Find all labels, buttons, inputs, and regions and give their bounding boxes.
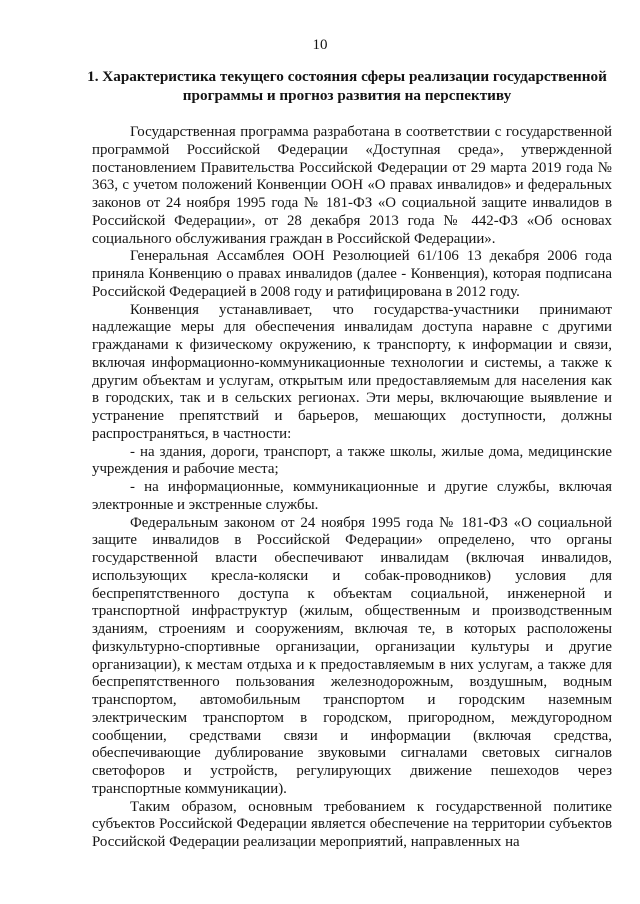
list-item-services: - на информационные, коммуникационные и другие службы, включая электронные и экстренные службы. <box>92 479 612 513</box>
body-text <box>92 124 612 852</box>
paragraph-un-resolution: Генеральная Ассамблея ООН Резолюцией 61/106 13 декабря 2006 года приняла Конвенцию о правах инвалидов (далее - Конвенция), которая подписана Российской Федерацией в 2008 году и ратифицирована в 2012 году. <box>92 248 612 300</box>
section-heading: 1. Характеристика текущего состояния сферы реализации государственной программы и прогноз развития на перспективу <box>87 68 607 104</box>
page-number: 10 <box>312 37 328 53</box>
paragraph-federal-law: Федеральным законом от 24 ноября 1995 года № 181-ФЗ «О социальной защите инвалидов в Российской Федерации» определено, что органы государственной власти обеспечивают инвалидам (включая инвалидов, использующих кресла-коляски и собак-проводников) условия для беспрепятственного доступа к объектам социальной, инженерной и транспортной инфраструктур (жилым, общественным и производственным зданиям, строениям и сооружениям, включая те, в которых расположены физкультурно-спортивные организации, организации культуры и другие организации), к местам отдыха и к предоставляемым в них услугам, а также для беспрепятственного пользования железнодорожным, воздушным, водным транспортом, автомобильным транспортом и городским наземным электрическим транспортом в городском, пригородном, междугородном сообщении, средствами связи и информации (включая средства, обеспечивающие дублирование звуковыми сигналами световых сигналов светофоров и устройств, регулирующих движение пешеходов через транспортные коммуникации). <box>92 514 612 797</box>
paragraph-program-basis: Государственная программа разработана в соответствии с государственной программой Российской Федерации «Доступная среда», утвержденной постановлением Правительства Российской Федерации от 29 марта 2019 года № 363, с учетом положений Конвенции ООН «О правах инвалидов» и федеральных законов от 24 ноября 1995 года № 181-ФЗ «О социальной защите инвалидов в Российской Федерации», от 28 декабря 2013 года № 442-ФЗ «Об основах социального обслуживания граждан в Российской Федерации». <box>92 124 612 247</box>
paragraph-convention-measures: Конвенция устанавливает, что государства-участники принимают надлежащие меры для обеспечения инвалидам доступа наравне с другими гражданами к физическому окружению, к транспорту, к информации и связи, включая информационно-коммуникационные технологии и системы, а также к другим объектам и услугам, открытым или предоставляемым для населения как в городских, так и в сельских регионах. Эти меры, включающие выявление и устранение препятствий и барьеров, мешающих доступности, должны распространяться, в частности: <box>92 301 612 442</box>
list-item-buildings: - на здания, дороги, транспорт, а также школы, жилые дома, медицинские учреждения и рабочие места; <box>92 443 612 478</box>
paragraph-conclusion: Таким образом, основным требованием к государственной политике субъектов Российской Федерации является обеспечение на территории субъектов Российской Федерации реализации мероприятий, направленных на <box>92 798 612 850</box>
